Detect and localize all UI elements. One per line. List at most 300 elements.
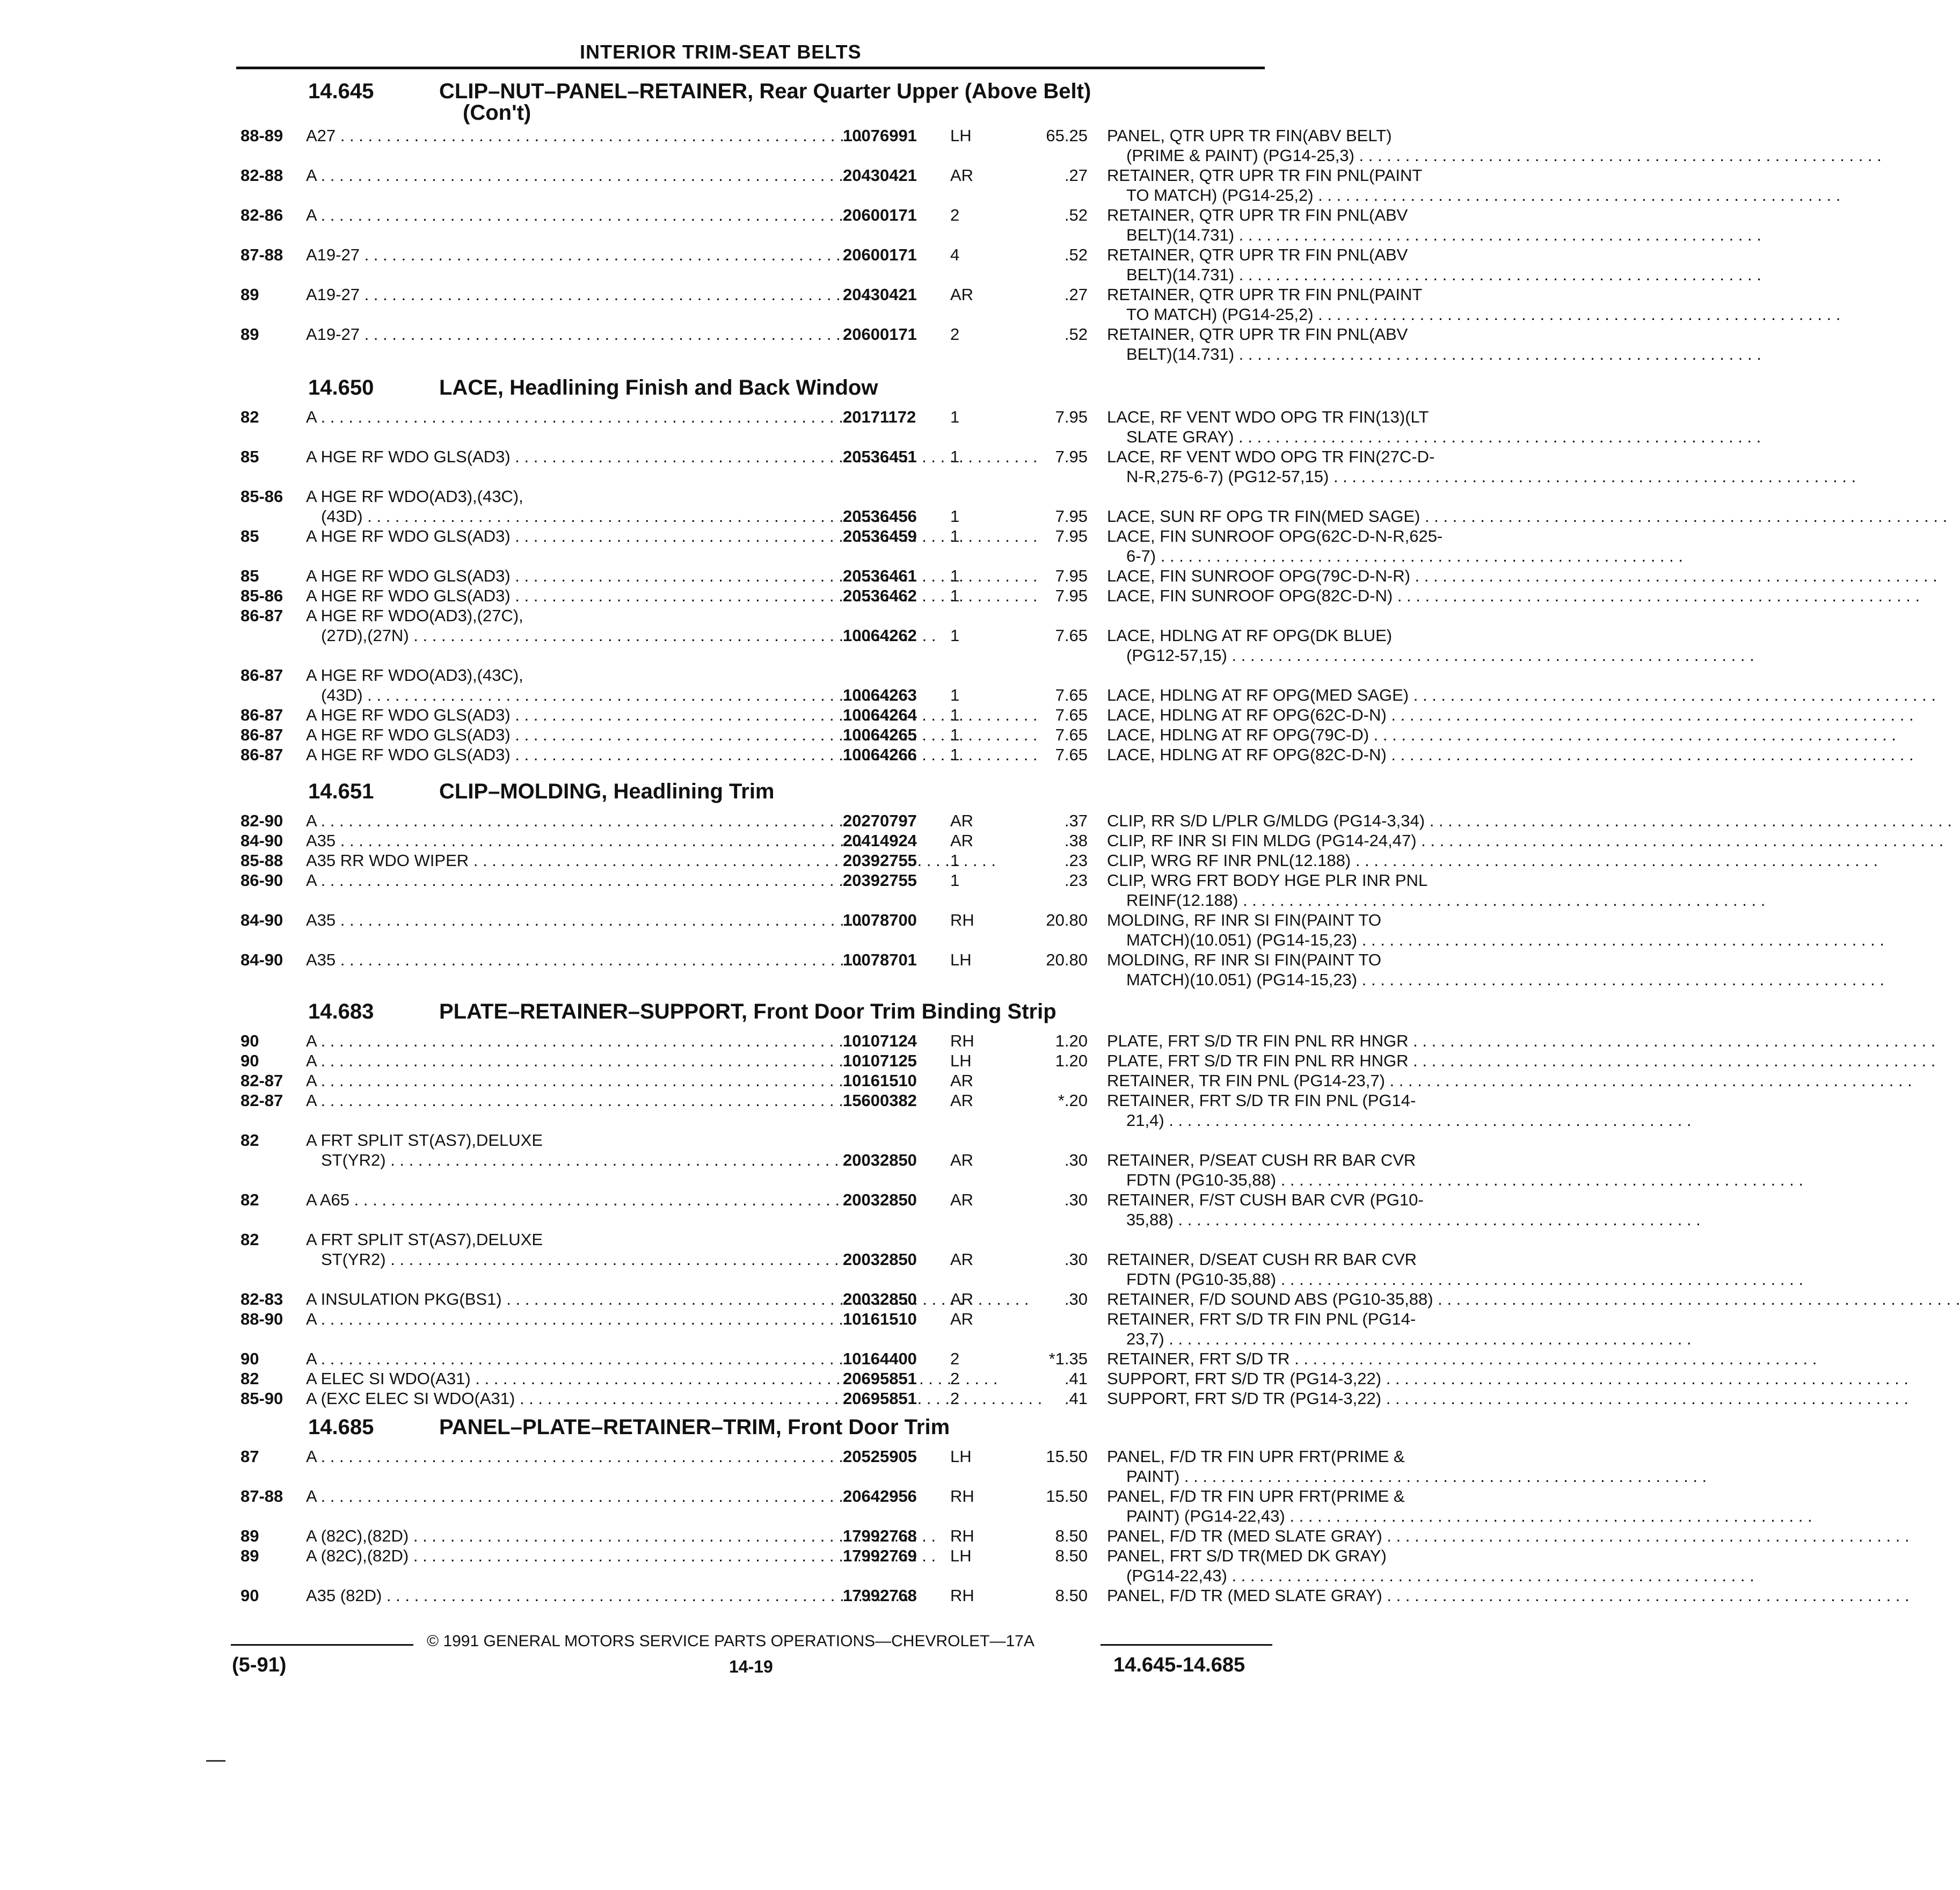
part-description-cont: PAINT) . . . (1126, 1466, 1501, 1486)
section-14-645 (236, 79, 1423, 364)
part-description: PANEL, F/D TR FIN UPR FRT(PRIME & (1107, 1487, 1405, 1506)
part-number: 20414924 (843, 831, 917, 850)
parts-row (236, 126, 1392, 165)
footer-rule-right (1101, 1644, 1272, 1646)
part-description-cont: RETAINER, D/SEAT CUSH RR BAR CVR (1107, 1250, 1417, 1269)
application: A . . . (306, 1486, 827, 1506)
part-description: LACE, RF VENT WDO OPG TR FIN(13)(LT (1107, 408, 1429, 426)
price: 7.95 (1055, 447, 1088, 466)
model-years: 85 (241, 566, 259, 585)
part-description-cont: (PG14-22,43) . . . (1126, 1566, 1501, 1586)
price: .52 (1064, 245, 1088, 264)
model-years: 82-88 (241, 166, 283, 185)
part-number: 10064266 (843, 745, 917, 764)
quantity: 1 (950, 447, 960, 466)
section-14-685 (236, 1415, 1405, 1605)
part-number: 10078700 (843, 911, 917, 929)
part-description-cont: TO MATCH) (PG14-25,2) . . . (1126, 304, 1501, 324)
parts-row (236, 1130, 1416, 1190)
price: .30 (1064, 1190, 1088, 1209)
application: A HGE RF WDO(AD3),(43C), (306, 666, 523, 685)
quantity: RH (950, 911, 974, 929)
model-years: 85-90 (241, 1389, 283, 1408)
application: A HGE RF WDO GLS(AD3) . . . (306, 586, 827, 606)
quantity: 1 (950, 686, 960, 704)
part-number: 17992769 (843, 1546, 917, 1565)
model-years: 82 (241, 1131, 259, 1150)
parts-row (236, 205, 1408, 245)
section-title: LACE, Headlining Finish and Back Window (439, 376, 878, 399)
quantity: 2 (950, 206, 960, 224)
part-number: 10107124 (843, 1031, 917, 1050)
part-description: PANEL, FRT S/D TR(MED DK GRAY) (1107, 1546, 1387, 1565)
application: A FRT SPLIT ST(AS7),DELUXE (306, 1131, 543, 1150)
model-years: 82-83 (241, 1290, 283, 1309)
footer-copyright: © 1991 GENERAL MOTORS SERVICE PARTS OPERATIONS—CHEVROLET—17A (427, 1632, 1034, 1650)
model-years: 85-86 (241, 586, 283, 605)
quantity: AR (950, 1250, 974, 1269)
application: A35 RR WDO WIPER . . . (306, 851, 827, 870)
parts-row (236, 851, 1351, 870)
application: A HGE RF WDO GLS(AD3) . . . (306, 745, 827, 765)
application: A . . . (306, 1309, 827, 1329)
part-description-cont: BELT)(14.731) . . . (1126, 344, 1501, 364)
application: A35 . . . (306, 950, 827, 970)
application: A INSULATION PKG(BS1) . . . (306, 1289, 827, 1309)
part-number: 20536456 (843, 507, 917, 526)
price: .41 (1064, 1389, 1088, 1408)
quantity: 1 (950, 527, 960, 546)
quantity: LH (950, 1546, 972, 1565)
model-years: 88-89 (241, 126, 283, 145)
part-description-cont: (PG12-57,15) . . . (1126, 645, 1501, 665)
model-years: 86-87 (241, 666, 283, 685)
price: 7.95 (1055, 586, 1088, 605)
part-description: RETAINER, FRT S/D TR . . . (1107, 1349, 1501, 1369)
part-description-cont: 21,4) . . . (1126, 1110, 1501, 1130)
parts-row (236, 665, 1409, 705)
part-description: PANEL, F/D TR (MED SLATE GRAY) . . . (1107, 1526, 1501, 1546)
model-years: 85 (241, 447, 259, 466)
parts-row (236, 324, 1408, 364)
part-number: 20392755 (843, 871, 917, 890)
part-number: 10064262 (843, 626, 917, 645)
quantity: 1 (950, 706, 960, 724)
part-description: PANEL, QTR UPR TR FIN(ABV BELT) (1107, 126, 1392, 145)
price: 7.65 (1055, 706, 1088, 724)
part-description-cont: MATCH)(10.051) (PG14-15,23) . . . (1126, 930, 1501, 950)
application-cont: (27D),(27N) . . . (321, 626, 827, 645)
part-description: CLIP, RR S/D L/PLR G/MLDG (PG14-3,34) . . . (1107, 811, 1501, 831)
section-14-650 (236, 376, 1443, 765)
parts-row (236, 486, 1420, 526)
quantity: LH (950, 950, 972, 969)
part-description: RETAINER, FRT S/D TR FIN PNL (PG14- (1107, 1091, 1416, 1110)
parts-row (236, 407, 1429, 447)
part-description: PANEL, F/D TR FIN UPR FRT(PRIME & (1107, 1447, 1405, 1466)
model-years: 89 (241, 285, 259, 304)
part-description: MOLDING, RF INR SI FIN(PAINT TO (1107, 911, 1381, 929)
price: .30 (1064, 1290, 1088, 1309)
section-heading (236, 1000, 1265, 1031)
model-years: 82-87 (241, 1071, 283, 1090)
application: A . . . (306, 1031, 827, 1051)
part-description: RETAINER, F/ST CUSH BAR CVR (PG10- (1107, 1190, 1424, 1209)
quantity: LH (950, 1051, 972, 1070)
application: A (82C),(82D) . . . (306, 1546, 827, 1566)
part-number: 10064265 (843, 725, 917, 744)
part-description-cont: 35,88) . . . (1126, 1210, 1501, 1230)
part-description-cont: PAINT) (PG14-22,43) . . . (1126, 1506, 1501, 1526)
parts-row (236, 950, 1381, 990)
part-description: MOLDING, RF INR SI FIN(PAINT TO (1107, 950, 1381, 969)
model-years: 84-90 (241, 831, 283, 850)
section-heading (236, 79, 1265, 126)
parts-row (236, 1230, 1417, 1289)
model-years: 85-86 (241, 487, 283, 506)
part-description: LACE, FIN SUNROOF OPG(62C-D-N-R,625- (1107, 527, 1443, 546)
application: A27 . . . (306, 126, 827, 146)
parts-row (236, 165, 1423, 205)
part-description: RETAINER, QTR UPR TR FIN PNL(PAINT (1107, 285, 1423, 304)
footer-rule-left (231, 1644, 413, 1646)
part-number: 20032850 (843, 1151, 917, 1169)
model-years: 82 (241, 1190, 259, 1209)
model-years: 82 (241, 1369, 259, 1388)
part-number: 10078701 (843, 950, 917, 969)
quantity: AR (950, 166, 974, 185)
price: 20.80 (1046, 911, 1088, 929)
quantity: AR (950, 1190, 974, 1209)
price: .27 (1064, 166, 1088, 185)
part-number: 10107125 (843, 1051, 917, 1070)
quantity: LH (950, 126, 972, 145)
parts-row (236, 1031, 1409, 1051)
part-number: 20600171 (843, 325, 917, 344)
part-description-cont: LACE, HDLNG AT RF OPG(MED SAGE) . . . (1107, 685, 1482, 705)
part-description-cont: REINF(12.188) . . . (1126, 890, 1501, 910)
section-number: 14.651 (308, 780, 374, 803)
model-years: 82-86 (241, 206, 283, 224)
application: A19-27 . . . (306, 285, 827, 304)
part-description: CLIP, WRG RF INR PNL(12.188) . . . (1107, 851, 1501, 870)
price: .52 (1064, 325, 1088, 344)
parts-row (236, 526, 1443, 566)
parts-row (236, 1309, 1416, 1349)
parts-row (236, 1349, 1290, 1369)
part-description: RETAINER, QTR UPR TR FIN PNL(PAINT (1107, 166, 1423, 185)
part-description-cont: TO MATCH) (PG14-25,2) . . . (1126, 185, 1501, 205)
application: A HGE RF WDO GLS(AD3) . . . (306, 526, 827, 546)
part-description: PLATE, FRT S/D TR FIN PNL RR HNGR . . . (1107, 1031, 1501, 1051)
price: .30 (1064, 1250, 1088, 1269)
model-years: 90 (241, 1031, 259, 1050)
model-years: 84-90 (241, 950, 283, 969)
part-description-cont: BELT)(14.731) . . . (1126, 265, 1501, 285)
section-heading (236, 376, 1265, 407)
quantity: AR (950, 285, 974, 304)
quantity: RH (950, 1031, 974, 1050)
part-number: 20536459 (843, 527, 917, 546)
parts-row (236, 705, 1387, 725)
quantity: 2 (950, 1349, 960, 1368)
quantity: RH (950, 1586, 974, 1605)
section-number: 14.645 (308, 79, 374, 103)
footer-date: (5-91) (232, 1654, 287, 1676)
price: *1.35 (1048, 1349, 1088, 1368)
price: .30 (1064, 1151, 1088, 1169)
price: 7.95 (1055, 527, 1088, 546)
part-number: 20536461 (843, 566, 917, 585)
part-description: CLIP, RF INR SI FIN MLDG (PG14-24,47) . . . (1107, 831, 1501, 851)
part-description: PANEL, F/D TR (MED SLATE GRAY) . . . (1107, 1586, 1501, 1605)
application-cont: (43D) . . . (321, 685, 827, 705)
part-description: RETAINER, QTR UPR TR FIN PNL(ABV (1107, 245, 1408, 264)
model-years: 86-87 (241, 725, 283, 744)
parts-row (236, 745, 1387, 765)
quantity: AR (950, 831, 974, 850)
parts-row (236, 725, 1369, 745)
parts-row (236, 566, 1410, 586)
margin-mark (206, 1760, 225, 1762)
price: 1.20 (1055, 1051, 1088, 1070)
part-description-cont: LACE, HDLNG AT RF OPG(DK BLUE) (1107, 626, 1393, 645)
quantity: 2 (950, 1369, 960, 1388)
model-years: 90 (241, 1586, 259, 1605)
application: A35 (82D) . . . (306, 1586, 827, 1605)
parts-row (236, 870, 1428, 910)
quantity: LH (950, 1447, 972, 1466)
part-description: LACE, HDLNG AT RF OPG(79C-D) . . . (1107, 725, 1501, 745)
application: A . . . (306, 811, 827, 831)
quantity: 4 (950, 245, 960, 264)
part-description: LACE, FIN SUNROOF OPG(79C-D-N-R) . . . (1107, 566, 1501, 586)
model-years: 85 (241, 527, 259, 546)
section-14-651 (236, 780, 1428, 990)
price: 1.20 (1055, 1031, 1088, 1050)
parts-row (236, 910, 1381, 950)
part-number: 20171172 (843, 408, 916, 426)
price: 65.25 (1046, 126, 1088, 145)
quantity: AR (950, 1071, 974, 1090)
price: .37 (1064, 811, 1088, 830)
price: 7.95 (1055, 507, 1088, 526)
parts-row (236, 1526, 1382, 1546)
quantity: AR (950, 811, 974, 830)
quantity: 2 (950, 325, 960, 344)
section-heading (236, 780, 1265, 811)
model-years: 85-88 (241, 851, 283, 870)
model-years: 82-87 (241, 1091, 283, 1110)
part-number: 20642956 (843, 1487, 917, 1506)
part-description: RETAINER, QTR UPR TR FIN PNL(ABV (1107, 206, 1408, 224)
part-description-cont: FDTN (PG10-35,88) . . . (1126, 1170, 1501, 1190)
model-years: 87 (241, 1447, 259, 1466)
price: 8.50 (1055, 1526, 1088, 1545)
parts-row (236, 1289, 1433, 1309)
part-number: 20600171 (843, 245, 917, 264)
parts-row (236, 1190, 1424, 1230)
model-years: 82 (241, 408, 259, 426)
application-cont: (43D) . . . (321, 506, 827, 526)
price: .38 (1064, 831, 1088, 850)
price: 8.50 (1055, 1546, 1088, 1565)
quantity: AR (950, 1151, 974, 1169)
part-description-cont: BELT)(14.731) . . . (1126, 225, 1501, 245)
part-description: PLATE, FRT S/D TR FIN PNL RR HNGR . . . (1107, 1051, 1501, 1071)
application: A . . . (306, 1446, 827, 1466)
price: 7.95 (1055, 408, 1088, 426)
price: .52 (1064, 206, 1088, 224)
part-description-cont: (PRIME & PAINT) (PG14-25,3) . . . (1126, 146, 1501, 165)
part-number: 20032850 (843, 1190, 917, 1209)
part-number: 20536451 (843, 447, 917, 466)
parts-row (236, 1486, 1405, 1526)
application: A . . . (306, 205, 827, 225)
price: .41 (1064, 1369, 1088, 1388)
price: 15.50 (1046, 1447, 1088, 1466)
part-number: 20392755 (843, 851, 917, 870)
quantity: 1 (950, 408, 960, 426)
part-number: 17992768 (843, 1526, 917, 1545)
application-cont: ST(YR2) . . . (321, 1150, 827, 1170)
part-number: 20695851 (843, 1369, 917, 1388)
parts-row (236, 606, 1393, 665)
part-description-cont: MATCH)(10.051) (PG14-15,23) . . . (1126, 970, 1501, 990)
price: 7.65 (1055, 745, 1088, 764)
model-years: 82 (241, 1230, 259, 1249)
parts-row (236, 1091, 1416, 1130)
section-14-683 (236, 1000, 1433, 1408)
model-years: 90 (241, 1349, 259, 1368)
model-years: 90 (241, 1051, 259, 1070)
model-years: 86-87 (241, 745, 283, 764)
section-title: CLIP–MOLDING, Headlining Trim (439, 780, 775, 803)
part-number: 10064263 (843, 686, 917, 704)
part-description: RETAINER, QTR UPR TR FIN PNL(ABV (1107, 325, 1408, 344)
model-years: 86-87 (241, 706, 283, 724)
application: A HGE RF WDO GLS(AD3) . . . (306, 566, 827, 586)
part-number: 20270797 (843, 811, 917, 830)
footer-page-number: 14-19 (729, 1657, 773, 1676)
price: .23 (1064, 851, 1088, 870)
part-number: 10161510 (843, 1071, 917, 1090)
price: 7.65 (1055, 725, 1088, 744)
parts-row (236, 811, 1425, 831)
quantity: 1 (950, 725, 960, 744)
model-years: 86-87 (241, 606, 283, 625)
part-number: 20430421 (843, 166, 917, 185)
model-years: 87-88 (241, 1487, 283, 1506)
quantity: 1 (950, 566, 960, 585)
part-description: RETAINER, F/D SOUND ABS (PG10-35,88) . . . (1107, 1289, 1501, 1309)
section-heading (236, 1415, 1265, 1446)
application: A19-27 . . . (306, 245, 827, 265)
parts-row (236, 447, 1435, 486)
application: A (82C),(82D) . . . (306, 1526, 827, 1546)
application: A . . . (306, 870, 827, 890)
application: A . . . (306, 407, 827, 427)
application: A HGE RF WDO GLS(AD3) . . . (306, 447, 827, 467)
parts-row (236, 831, 1417, 851)
part-number: 20536462 (843, 586, 917, 605)
quantity: AR (950, 1290, 974, 1309)
parts-row (236, 1546, 1387, 1586)
quantity: 1 (950, 851, 960, 870)
price: .27 (1064, 285, 1088, 304)
part-number: 10164400 (843, 1349, 917, 1368)
application: A35 . . . (306, 831, 827, 851)
application: A HGE RF WDO(AD3),(43C), (306, 487, 523, 506)
part-description: RETAINER, TR FIN PNL (PG14-23,7) . . . (1107, 1071, 1501, 1091)
part-description-cont: 23,7) . . . (1126, 1329, 1501, 1349)
model-years: 88-90 (241, 1310, 283, 1328)
part-number: 15600382 (843, 1091, 917, 1110)
part-number: 10064264 (843, 706, 917, 724)
application: A . . . (306, 165, 827, 185)
parts-row (236, 1071, 1385, 1091)
price: 7.65 (1055, 686, 1088, 704)
part-description: SUPPORT, FRT S/D TR (PG14-3,22) . . . (1107, 1389, 1501, 1408)
application: A HGE RF WDO GLS(AD3) . . . (306, 725, 827, 745)
part-description: CLIP, WRG FRT BODY HGE PLR INR PNL (1107, 871, 1428, 890)
price: 20.80 (1046, 950, 1088, 969)
running-head: INTERIOR TRIM-SEAT BELTS (580, 41, 862, 63)
application: A (EXC ELEC SI WDO(A31) . . . (306, 1389, 827, 1408)
part-description: LACE, FIN SUNROOF OPG(82C-D-N) . . . (1107, 586, 1501, 606)
application: A FRT SPLIT ST(AS7),DELUXE (306, 1230, 543, 1249)
parts-row (236, 1051, 1409, 1071)
part-description: LACE, HDLNG AT RF OPG(62C-D-N) . . . (1107, 705, 1501, 725)
parts-row (236, 1586, 1382, 1605)
part-description: RETAINER, FRT S/D TR FIN PNL (PG14- (1107, 1310, 1416, 1328)
quantity: 1 (950, 626, 960, 645)
part-number: 20600171 (843, 206, 917, 224)
part-number: 20032850 (843, 1290, 917, 1309)
part-number: 20695851 (843, 1389, 917, 1408)
price: *.20 (1058, 1091, 1088, 1110)
part-description-cont: N-R,275-6-7) (PG12-57,15) . . . (1126, 467, 1501, 486)
application: A . . . (306, 1051, 827, 1071)
price: .23 (1064, 871, 1088, 890)
part-description-cont: FDTN (PG10-35,88) . . . (1126, 1269, 1501, 1289)
part-description: SUPPORT, FRT S/D TR (PG14-3,22) . . . (1107, 1369, 1501, 1389)
section-title: CLIP–NUT–PANEL–RETAINER, Rear Quarter Upper (Above Belt) (439, 79, 1091, 103)
model-years: 89 (241, 325, 259, 344)
header-rule (236, 67, 1265, 69)
section-continued: (Con't) (463, 101, 531, 125)
model-years: 86-90 (241, 871, 283, 890)
part-number: 20032850 (843, 1250, 917, 1269)
application: A . . . (306, 1091, 827, 1110)
quantity: 2 (950, 1389, 960, 1408)
quantity: 1 (950, 745, 960, 764)
model-years: 89 (241, 1526, 259, 1545)
part-number: 20525905 (843, 1447, 917, 1466)
quantity: 1 (950, 871, 960, 890)
application: A HGE RF WDO GLS(AD3) . . . (306, 705, 827, 725)
model-years: 87-88 (241, 245, 283, 264)
application: A . . . (306, 1349, 827, 1369)
part-number: 10076991 (843, 126, 917, 145)
part-number: 20430421 (843, 285, 917, 304)
quantity: 1 (950, 586, 960, 605)
part-description: LACE, RF VENT WDO OPG TR FIN(27C-D- (1107, 447, 1435, 466)
quantity: RH (950, 1487, 974, 1506)
section-number: 14.650 (308, 376, 374, 399)
parts-row (236, 285, 1423, 324)
model-years: 82-90 (241, 811, 283, 830)
